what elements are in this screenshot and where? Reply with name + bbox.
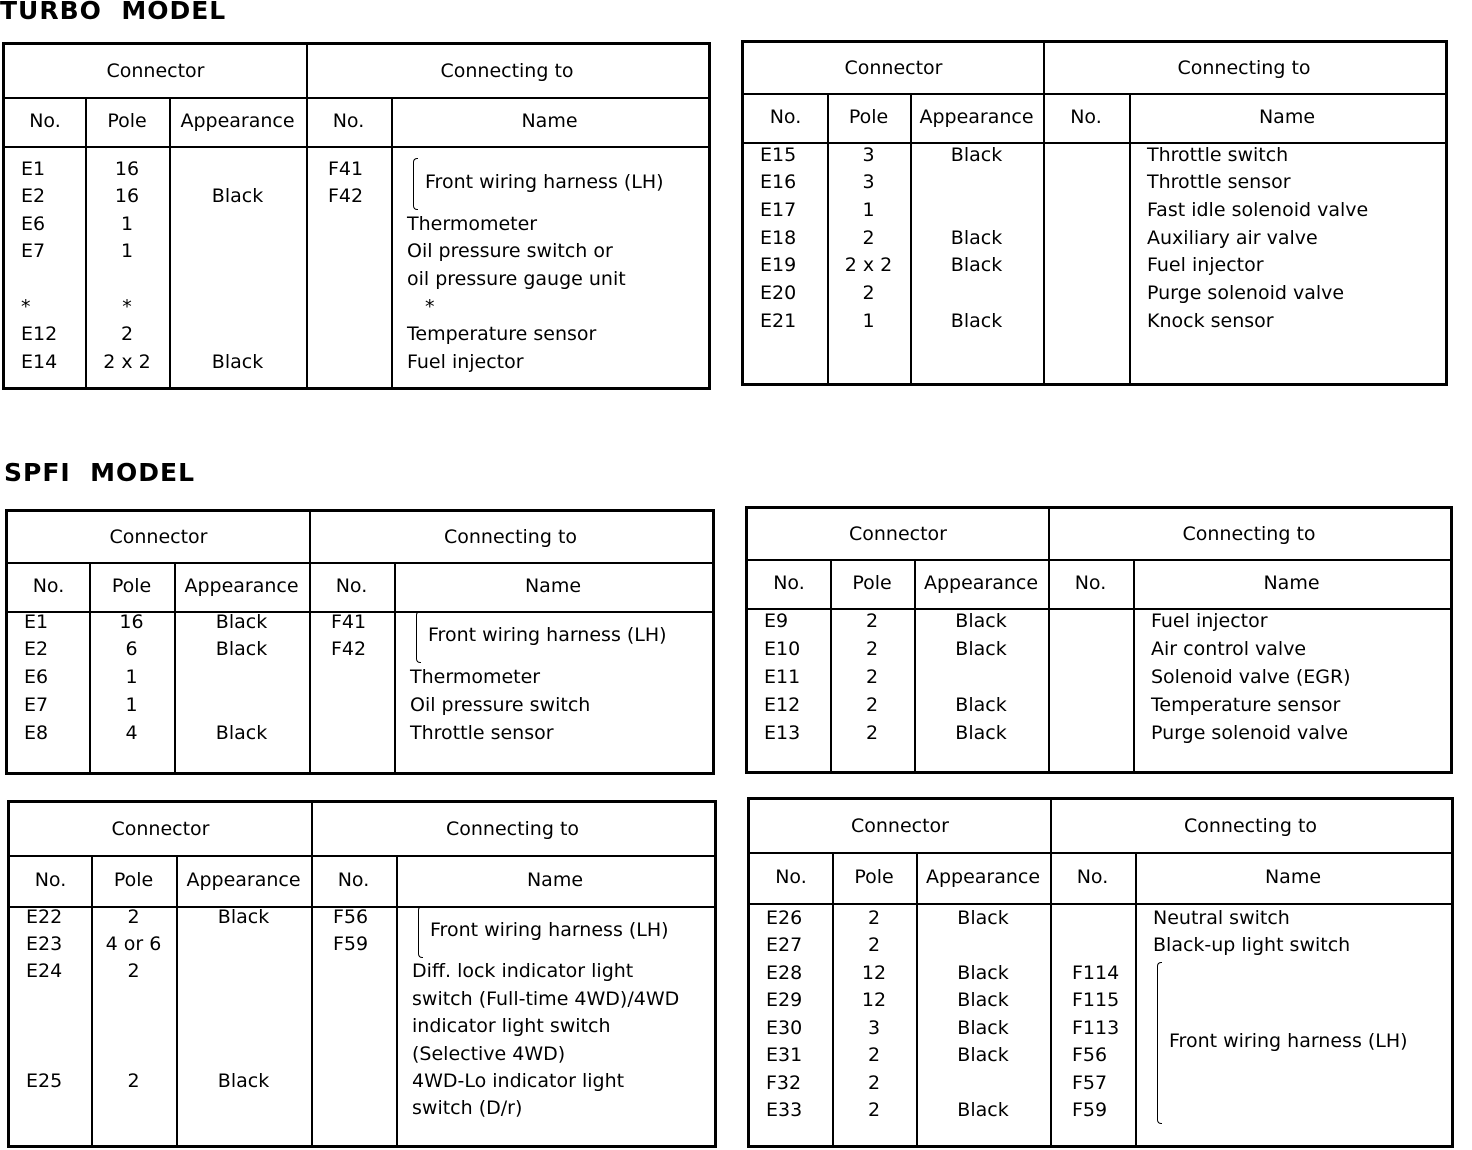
connector-appearance: Black: [955, 721, 1007, 744]
connector-pole: 2: [862, 282, 875, 304]
connecting-name: switch (Full-time 4WD)/4WD: [412, 987, 680, 1010]
connector-no: E9: [764, 609, 789, 632]
connecting-no: F59: [333, 932, 369, 955]
connector-pole: 2: [867, 1099, 881, 1121]
header-connector: Connector: [851, 814, 949, 837]
connector-appearance: Black: [215, 610, 268, 633]
connector-pole: 2: [865, 665, 879, 688]
column-divider: [306, 45, 308, 387]
connecting-name: *: [425, 295, 435, 318]
connector-appearance: Black: [957, 961, 1009, 984]
connector-appearance: Black: [955, 609, 1007, 632]
column-divider: [309, 512, 311, 772]
header-connecting-to: Connecting to: [445, 817, 580, 840]
connector-appearance: Black: [950, 143, 1003, 166]
connector-pole: 2: [127, 1069, 140, 1092]
connecting-name: Oil pressure switch: [410, 693, 591, 716]
connector-no: E20: [760, 282, 797, 304]
connecting-no: F56: [1072, 1044, 1108, 1066]
connector-pole: 16: [119, 610, 144, 633]
connector-no: E12: [21, 323, 58, 346]
connector-pole: 2: [867, 934, 881, 956]
header-no: No.: [29, 110, 61, 132]
connector-no: E1: [21, 157, 46, 180]
column-divider: [1129, 93, 1131, 383]
column-divider: [391, 97, 393, 387]
connecting-name: oil pressure gauge unit: [407, 267, 626, 290]
connector-appearance: Black: [217, 905, 270, 928]
header-divider: [744, 93, 1445, 95]
connecting-name: Temperature sensor: [407, 323, 597, 346]
connector-pole: 2: [865, 721, 879, 744]
connector-pole: 16: [114, 185, 140, 208]
connector-pole: *: [122, 295, 132, 318]
connector-pole: 2 x 2: [103, 350, 151, 373]
connector-no: E7: [21, 240, 46, 263]
connector-no: E12: [764, 693, 801, 716]
connecting-name: Auxiliary air valve: [1147, 226, 1318, 249]
connector-no: E31: [766, 1044, 803, 1066]
connector-table: [741, 40, 1448, 386]
connecting-name: Solenoid valve (EGR): [1151, 665, 1351, 688]
connector-no: F32: [766, 1071, 802, 1094]
connector-no: E28: [766, 961, 803, 984]
connecting-name: Air control valve: [1151, 637, 1307, 660]
connecting-no: F42: [331, 638, 367, 661]
connecting-no: F114: [1072, 961, 1120, 984]
connector-no: E7: [24, 693, 49, 716]
column-divider: [1048, 509, 1050, 771]
connecting-no: F113: [1072, 1016, 1120, 1039]
connecting-no: F41: [328, 157, 364, 180]
connector-pole: 2: [867, 1071, 881, 1094]
connector-appearance: Black: [957, 989, 1009, 1011]
connecting-no: F115: [1072, 989, 1120, 1011]
connecting-name: Thermometer: [410, 666, 541, 689]
connector-pole: 1: [862, 198, 875, 221]
header-pole: Pole: [107, 110, 147, 132]
connecting-name: Fuel injector: [1147, 254, 1264, 277]
header-divider: [5, 146, 708, 148]
harness-name: Front wiring harness (LH): [428, 624, 667, 647]
connector-no: E6: [21, 212, 46, 235]
connector-no: E16: [760, 171, 797, 194]
connecting-name: Neutral switch: [1153, 906, 1290, 929]
header-conn-no: No.: [1076, 866, 1109, 888]
header-connecting-to: Connecting to: [1182, 522, 1316, 545]
connector-pole: 4: [125, 721, 138, 744]
connector-pole: 12: [861, 961, 887, 984]
connector-no: E1: [24, 610, 49, 633]
connector-no: E11: [764, 665, 801, 688]
header-connecting-to: Connecting to: [1183, 814, 1318, 837]
connector-appearance: Black: [957, 1099, 1009, 1121]
header-name: Name: [524, 575, 582, 597]
connector-appearance: Black: [957, 1016, 1009, 1039]
header-divider: [10, 855, 714, 857]
header-divider: [8, 562, 712, 564]
connector-appearance: Black: [957, 1044, 1009, 1066]
connector-pole: 2: [862, 226, 875, 249]
header-no: No.: [775, 866, 807, 888]
connector-no: E17: [760, 198, 797, 221]
header-name: Name: [526, 869, 584, 891]
header-connector: Connector: [844, 56, 943, 79]
connecting-name: Black-up light switch: [1153, 934, 1351, 956]
connecting-name: switch (D/r): [412, 1097, 523, 1120]
column-divider: [1043, 43, 1045, 383]
connector-no: E15: [760, 143, 797, 166]
connector-pole: 3: [862, 171, 875, 194]
header-conn-no: No.: [1074, 572, 1107, 594]
connector-pole: 2: [127, 905, 140, 928]
connector-appearance: Black: [215, 638, 268, 661]
column-divider: [1050, 800, 1052, 1145]
connector-appearance: Black: [950, 309, 1003, 332]
harness-name: Front wiring harness (LH): [1169, 1030, 1408, 1053]
connector-no: E13: [764, 721, 801, 744]
connector-pole: 2: [865, 637, 879, 660]
header-conn-no: No.: [337, 869, 370, 891]
connecting-no: F59: [1072, 1099, 1108, 1121]
bracket-brace: [1157, 962, 1162, 1125]
connector-pole: 2: [120, 323, 134, 346]
connector-appearance: Black: [955, 637, 1007, 660]
header-connecting-to: Connecting to: [1177, 56, 1311, 79]
connector-pole: 16: [114, 157, 140, 180]
connecting-no: F41: [331, 610, 367, 633]
header-pole: Pole: [848, 106, 889, 128]
column-divider: [169, 97, 171, 387]
connector-no: E10: [764, 637, 801, 660]
connecting-name: Purge solenoid valve: [1151, 721, 1349, 744]
header-divider: [748, 559, 1450, 561]
header-no: No.: [773, 572, 805, 594]
connecting-name: indicator light switch: [412, 1015, 611, 1038]
connecting-name: Throttle sensor: [1147, 171, 1291, 194]
connector-pole: 2: [865, 693, 879, 716]
connector-pole: 3: [862, 143, 875, 166]
connector-table: [2, 42, 711, 390]
header-connector: Connector: [111, 817, 210, 840]
bracket-brace: [413, 158, 418, 211]
connector-pole: 1: [862, 309, 875, 332]
connector-no: E19: [760, 254, 797, 277]
connector-appearance: Black: [950, 254, 1003, 277]
header-connecting-to: Connecting to: [440, 59, 574, 82]
connector-pole: 1: [125, 666, 138, 689]
connecting-name: Throttle sensor: [410, 721, 554, 744]
connector-pole: 2 x 2: [844, 254, 893, 277]
header-divider: [5, 97, 708, 99]
header-appearance: Appearance: [923, 572, 1039, 594]
connecting-name: (Selective 4WD): [412, 1042, 566, 1065]
connector-no: E14: [21, 350, 58, 373]
connector-no: E2: [24, 638, 49, 661]
header-name: Name: [521, 110, 578, 132]
connecting-no: F56: [333, 905, 369, 928]
header-divider: [750, 852, 1451, 854]
connector-pole: 1: [120, 212, 134, 235]
header-appearance: Appearance: [925, 866, 1041, 888]
connector-no: E6: [24, 666, 49, 689]
connecting-name: Fast idle solenoid valve: [1147, 198, 1369, 221]
connecting-name: Oil pressure switch or: [407, 240, 613, 263]
connector-no: E25: [26, 1069, 63, 1092]
header-pole: Pole: [111, 575, 152, 597]
connector-appearance: Black: [217, 1069, 270, 1092]
connector-pole: 12: [861, 989, 887, 1011]
connecting-name: Diff. lock indicator light: [412, 960, 634, 983]
connecting-name: Temperature sensor: [1151, 693, 1341, 716]
header-conn-no: No.: [1070, 106, 1102, 128]
connector-pole: 3: [867, 1016, 881, 1039]
connector-table: [5, 509, 715, 775]
connecting-name: Knock sensor: [1147, 309, 1274, 332]
connector-appearance: Black: [211, 350, 264, 373]
connector-no: E24: [26, 960, 63, 983]
connecting-name: Thermometer: [407, 212, 538, 235]
header-conn-no: No.: [332, 110, 365, 132]
column-divider: [311, 803, 313, 1145]
header-conn-no: No.: [335, 575, 368, 597]
header-appearance: Appearance: [919, 106, 1034, 128]
column-divider: [91, 855, 93, 1145]
connector-no: E29: [766, 989, 803, 1011]
connector-no: E21: [760, 309, 797, 332]
column-divider: [1135, 852, 1137, 1145]
connector-appearance: Black: [211, 185, 264, 208]
connecting-no: F42: [328, 185, 364, 208]
header-appearance: Appearance: [186, 869, 301, 891]
connector-table: [747, 797, 1454, 1148]
connector-no: E18: [760, 226, 797, 249]
header-connecting-to: Connecting to: [443, 525, 578, 548]
bracket-brace: [418, 906, 423, 958]
connector-no: *: [21, 295, 31, 318]
connector-no: E2: [21, 185, 46, 208]
connector-appearance: Black: [215, 721, 268, 744]
connecting-name: Purge solenoid valve: [1147, 282, 1345, 304]
header-pole: Pole: [113, 869, 154, 891]
header-no: No.: [769, 106, 802, 128]
connecting-no: F57: [1072, 1071, 1108, 1094]
connector-pole: 2: [867, 906, 881, 929]
connector-pole: 2: [865, 609, 879, 632]
connecting-name: 4WD-Lo indicator light: [412, 1069, 625, 1092]
connector-pole: 4 or 6: [105, 932, 162, 955]
column-divider: [396, 855, 398, 1145]
connector-pole: 2: [127, 960, 140, 983]
header-appearance: Appearance: [184, 575, 299, 597]
connector-no: E27: [766, 934, 803, 956]
spfi-model-title: SPFI MODEL: [4, 458, 196, 487]
header-no: No.: [34, 869, 67, 891]
bracket-brace: [416, 611, 421, 664]
connector-no: E8: [24, 721, 49, 744]
header-no: No.: [32, 575, 65, 597]
connecting-name: Throttle switch: [1147, 143, 1289, 166]
connecting-name: Fuel injector: [407, 350, 524, 373]
connector-no: E33: [766, 1099, 803, 1121]
header-pole: Pole: [852, 572, 892, 594]
connector-pole: 2: [867, 1044, 881, 1066]
header-name: Name: [1264, 866, 1322, 888]
connector-no: E26: [766, 906, 803, 929]
connector-no: E22: [26, 905, 63, 928]
connector-pole: 1: [120, 240, 134, 263]
header-connector: Connector: [109, 525, 208, 548]
connector-pole: 6: [125, 638, 138, 661]
header-appearance: Appearance: [180, 110, 295, 132]
connector-pole: 1: [125, 693, 138, 716]
connector-no: E30: [766, 1016, 803, 1039]
header-name: Name: [1263, 572, 1320, 594]
header-name: Name: [1258, 106, 1316, 128]
connector-table: [745, 506, 1453, 774]
harness-name: Front wiring harness (LH): [425, 171, 664, 194]
connector-table: [7, 800, 717, 1148]
column-divider: [176, 855, 178, 1145]
connecting-name: Fuel injector: [1151, 609, 1268, 632]
harness-name: Front wiring harness (LH): [430, 919, 669, 942]
connector-appearance: Black: [950, 226, 1003, 249]
header-connector: Connector: [106, 59, 205, 82]
connector-appearance: Black: [957, 906, 1009, 929]
header-connector: Connector: [849, 522, 947, 545]
connector-no: E23: [26, 932, 63, 955]
connector-appearance: Black: [955, 693, 1007, 716]
header-pole: Pole: [854, 866, 894, 888]
turbo-model-title: TURBO MODEL: [0, 0, 227, 25]
